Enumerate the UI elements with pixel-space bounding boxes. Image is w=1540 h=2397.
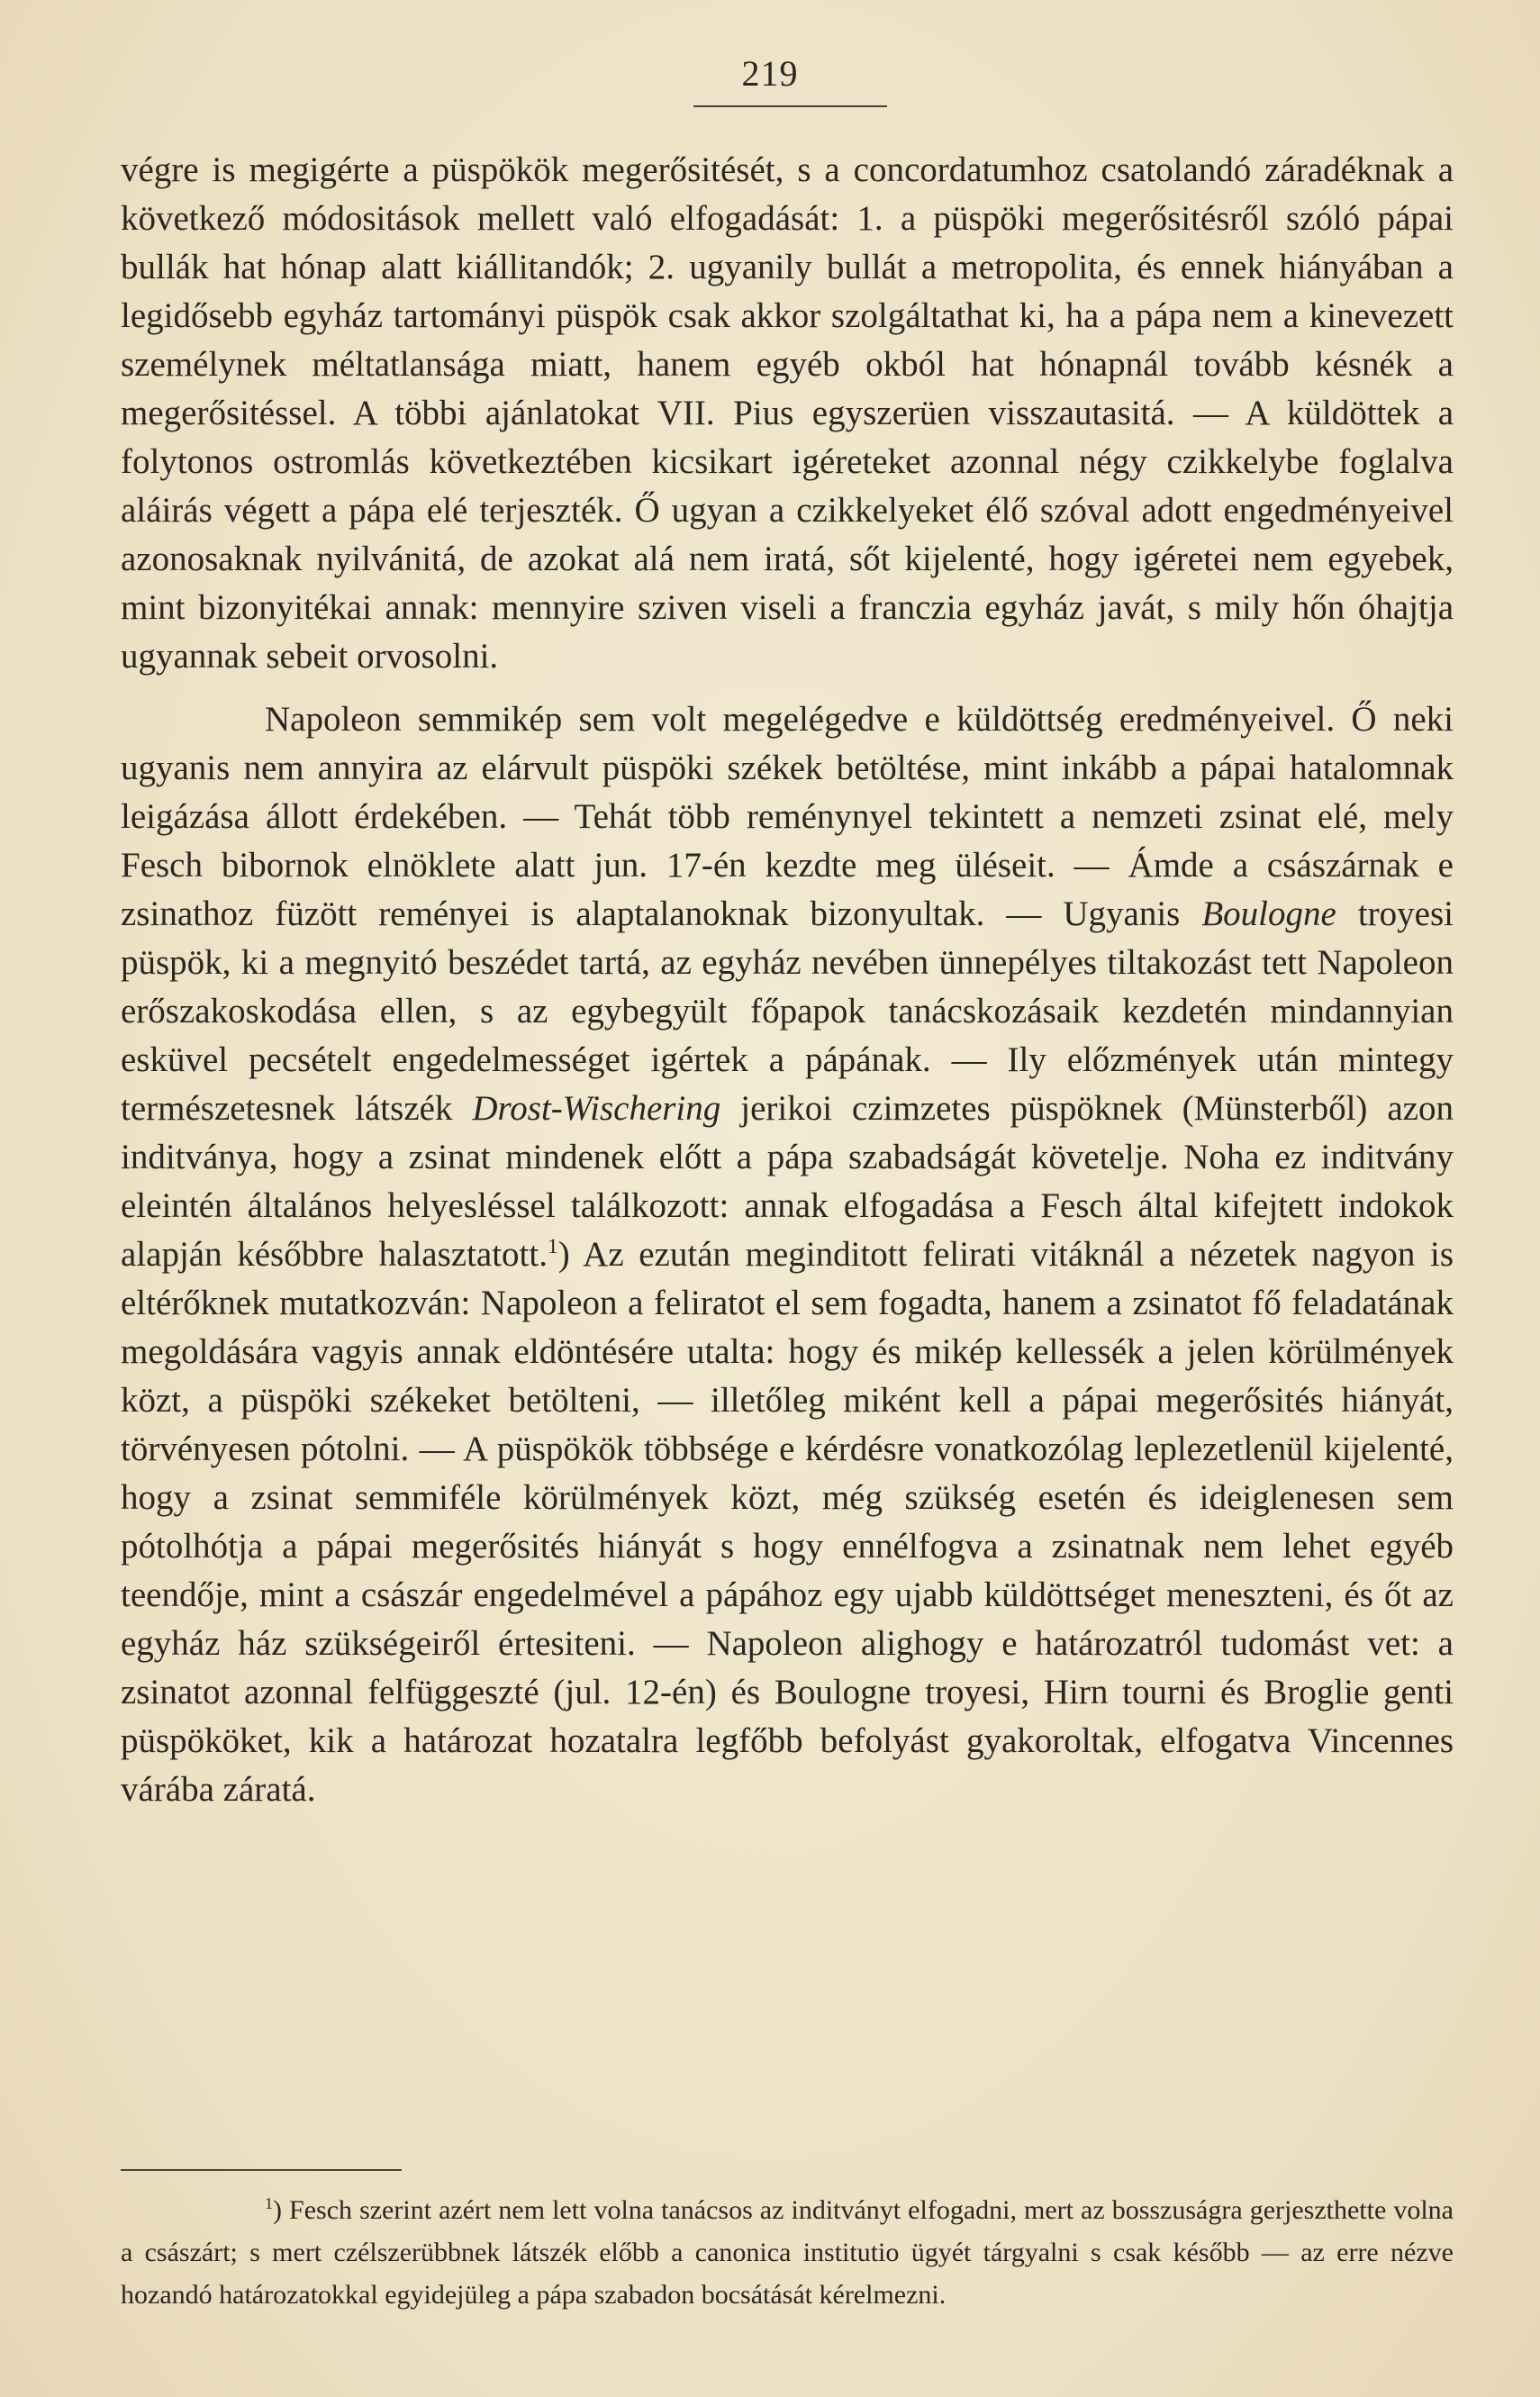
footnote-1-text: ) Fesch szerint azért nem lett volna tanácsos az inditványt elfogadni, mert az bosszuságra gerjeszthette volna a császárt; s mert czélszerübbnek látszék előbb a canonica institutio ügyét tárgyalni s csak később — az erre nézve hozandó határozatokkal egyidejüleg a pápa szabadon bocsátását kérelmezni. xyxy=(121,2195,1454,2310)
footnote-rule xyxy=(121,2169,402,2171)
footnote-marker: 1 xyxy=(265,2194,273,2212)
footnote-reference[interactable]: 1 xyxy=(547,1235,558,1258)
footnote-1 xyxy=(121,2189,1454,2316)
name-drost-wischering: Drost-Wischering xyxy=(472,1089,721,1128)
paragraph-2-part-4: ) Az ezután meginditott felirati vitáknál a nézetek nagyon is eltérőknek mutatkozván: Napoleon a feliratot el sem fogadta, hanem a zsinatot fő feladatának megoldására vagyis annak eldöntésére utalta: hogy és mikép kellessék a jelen körülmények közt, a püspöki székeket betölteni, — illetőleg miként kell a pápai megerősités hiányát, törvényesen pótolni. — A püspökök többsége e kérdésre vonatkozólag leplezetlenül kijelenté, hogy a zsinat semmiféle körülmények közt, még szükség esetén és ideiglenesen sem pótolhótja a pápai megerősités hiányát s hogy ennélfogva a zsinatnak nem lehet egyéb teendője, mint a császár engedelmével a pápához egy ujabb küldöttséget meneszteni, és őt az egyház ház szükségeiről értesiteni. — Napoleon alighogy e határozatról tudomást vet: a zsinatot azonnal felfüggeszté (jul. 12-én) és Boulogne troyesi, Hirn tourni és Broglie genti püspököket, kik a határozat hozatalra legfőbb befolyást gyakoroltak, elfogatva Vincennes várába záratá. xyxy=(121,1235,1454,1809)
paragraph-2-part-3: jerikoi czimzetes püspöknek (Münsterből) azon inditványa, hogy a zsinat mindenek előtt a pápa szabadságát követelje. Noha ez inditvány eleintén általános helyesléssel találkozott: annak elfogadása a Fesch által kifejtett indokok alapján későbbre halasztatott. xyxy=(121,1089,1454,1274)
paragraph-2 xyxy=(121,695,1454,1814)
name-boulogne: Boulogne xyxy=(1201,894,1336,933)
paragraph-1: végre is megigérte a püspökök megerősitését, s a concordatumhoz csatolandó záradéknak a következő módositások mellett való elfogadását: 1. a püspöki megerősitésről szóló pápai bullák hat hónap alatt kiállitandók; 2. ugyanily bullát a metropolita, és ennek hiányában a legidősebb egyház tartományi püspök csak akkor szolgáltathat ki, ha a pápa nem a kinevezett személynek méltatlansága miatt, hanem egyéb okból hat hónapnál tovább késnék a megerősitéssel. A többi ajánlatokat VII. Pius egyszerüen visszautasitá. — A küldöttek a folytonos ostromlás következtében kicsikart igéreteket azonnal négy czikkelybe foglalva aláirás végett a pápa elé terjeszték. Ő ugyan a czikkelyeket élő szóval adott engedményeivel azonosaknak nyilvánitá, de azokat alá nem iratá, sőt kijelenté, hogy igéretei nem egyebek, mint bizonyitékai annak: mennyire sziven viseli a franczia egyház javát, s mily hőn óhajtja ugyannak sebeit orvosolni. xyxy=(121,150,1454,676)
page-number-rule xyxy=(693,105,887,107)
paragraph-2-part-2: troyesi püspök, ki a megnyitó beszédet tartá, az egyház nevében ünnepélyes tiltakozást tett Napoleon erőszakoskodása ellen, s az egybegyült főpapok tanácskozásaik kezdetén mindannyian esküvel pecsételt engedelmességet igértek a pápának. — Ily előzmények után mintegy természetesnek látszék xyxy=(121,894,1454,1128)
page-number: 219 xyxy=(741,53,799,94)
paragraph-2-part-1: Napoleon semmikép sem volt megelégedve e küldöttség eredményeivel. Ő neki ugyanis nem annyira az elárvult püspöki székek betöltése, mint inkább a pápai hatalomnak leigázása állott érdekében. — Tehát több reménynyel tekintett a nemzeti zsinat elé, mely Fesch bibornok elnöklete alatt jun. 17-én kezdte meg üléseit. — Ámde a császárnak e zsinathoz füzött reményei is alaptalanoknak bizonyultak. — Ugyanis xyxy=(121,700,1454,933)
footnotes xyxy=(121,2189,1454,2316)
main-text xyxy=(121,146,1454,1814)
